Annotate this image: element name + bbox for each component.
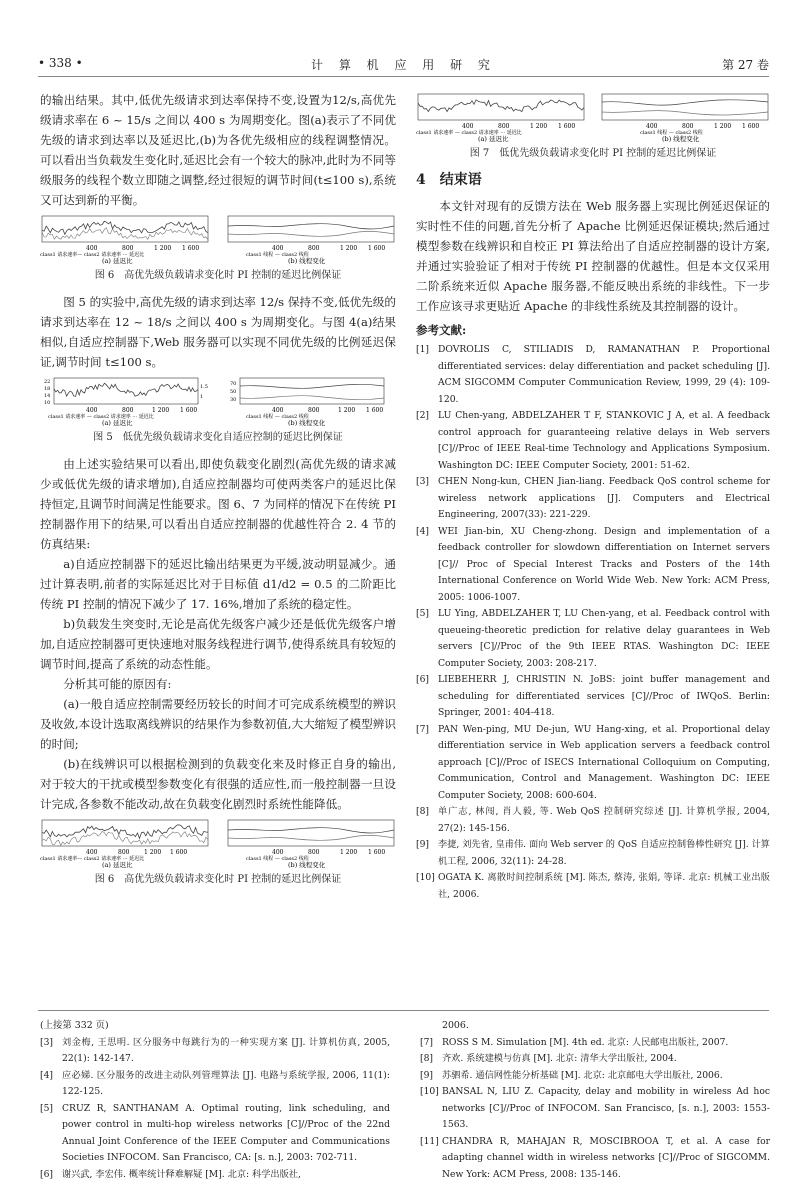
legend: class1 请求速率 — class2 请求速率 ··· 延迟比 (416, 130, 522, 136)
reference-number: [5] (40, 1102, 54, 1114)
tick-label: 1 600 (170, 849, 188, 856)
legend: class1 线程 — class2 线程 (640, 130, 703, 136)
figure-caption: 图 5 低优先级负载请求变化自适应控制的延迟比例保证 (93, 432, 343, 443)
paragraph: 分析其可能的原因有: (63, 677, 172, 691)
tick-label: 800 (498, 123, 510, 130)
footer-ref-list (40, 1035, 390, 1184)
class1-thread-line (602, 100, 768, 105)
tick-label: 1 600 (558, 123, 576, 130)
reference-item (40, 1035, 390, 1068)
class1-rate-line (54, 383, 198, 396)
y-tick: 50 (230, 389, 237, 395)
reference-item (416, 804, 770, 837)
reference-item (416, 342, 770, 408)
tick-label: 1 600 (182, 245, 200, 252)
legend: class1 线程 — class2 线程 (246, 414, 309, 420)
reference-number: [6] (416, 674, 430, 685)
figure-caption: 图 6 高优先级负载请求变化时 PI 控制的延迟比例保证 (94, 270, 342, 281)
legend: class1 请求速率— class2 请求速率 ··· 延迟比 (40, 856, 145, 862)
reference-text: OGATA K. 离散时间控制系统 [M]. 陈杰, 蔡涛, 张娟, 等译. 北京: 机械工业出版社, 2006. (438, 872, 770, 900)
reference-number: [7] (420, 1036, 434, 1048)
reference-text: BANSAL N, LIU Z. Capacity, delay and mobility in wireless Ad hoc networks [C]//Proc of INFOCOM. San Francisco, [s. n.], 2003: 1553-1563. (442, 1086, 770, 1130)
reference-item (416, 474, 770, 524)
legend: class1 请求速率— class2 请求速率 ··· 延迟比 (40, 252, 145, 258)
y-tick: 1 (200, 394, 204, 400)
reference-number: [10] (416, 872, 435, 883)
class2-thread-line (602, 111, 768, 115)
reference-item (416, 408, 770, 474)
tick-label: 1 200 (144, 849, 162, 856)
figure-5 (40, 376, 396, 426)
reference-item (416, 722, 770, 805)
tick-label: 400 (272, 849, 284, 856)
reference-text: CHANDRA R, MAHAJAN R, MOSCIBROOA T, et al. A case for adapting channel width in wireless networks [C]//Proc of SIGCOMM. New York: ACM Press, 2008: 135-146. (442, 1135, 770, 1180)
reference-item (416, 672, 770, 722)
fig7-thread-chart (600, 92, 770, 142)
reference-number: [1] (416, 344, 430, 355)
journal-title: 计 算 机 应 用 研 究 (311, 58, 496, 72)
reference-text: 应必娣. 区分服务的改进主动队列管理算法 [J]. 电路与系统学报, 2006, 11(1): 122-125. (62, 1069, 390, 1097)
footer-ref-list (420, 1035, 770, 1184)
legend: class1 线程 — class2 线程 (246, 252, 309, 258)
tick-label: 1 600 (368, 245, 386, 252)
reference-text: DOVROLIS C, STILIADIS D, RAMANATHAN P. Proportional differentiated services: delay differentiation and packet scheduling [J]. ACM SIGCOMM Computer Communication Review, 1999, 29 (4): 109-120. (438, 344, 770, 405)
tick-label: 800 (682, 123, 694, 130)
reference-text: LU Ying, ABDELZAHER T, LU Chen-yang, et al. Feedback control with queueing-theoretic prediction for relative delay guarantees in Web servers [C]//Proc of the 9th IEEE RTAS. Washington DC: IEEE Computer Society, 2003: 208-217. (438, 608, 770, 669)
reference-number: [9] (416, 839, 430, 850)
class2-rate-line (42, 831, 208, 845)
reference-item (420, 1051, 770, 1068)
paragraph: a)自适应控制器下的延迟比输出结果更为平缓,波动明显减少。通过计算表明,前者的实际延迟比对于目标值 d1/d2 = 0.5 的二阶距比传统 PI 控制的情况下减少了 17. 16%,增加了系统的稳定性。 (40, 557, 396, 611)
figure-7 (416, 92, 770, 142)
tick-label: 1 200 (340, 849, 358, 856)
volume-label: 第 27 卷 (722, 58, 769, 72)
legend: class1 请求速率 — class2 请求速率 ··· 延迟比 (48, 414, 154, 420)
tick-label: 400 (86, 407, 98, 414)
reference-item (416, 606, 770, 672)
section-heading: 4 结束语 (416, 172, 482, 188)
paragraph: 本文针对现有的反馈方法在 Web 服务器上实现比例延迟保证的实时性不佳的问题,首先分析了 Apache 比例延迟保证模块;然后通过模型参数在线辨识和自校正 PI 算法给出了自适应控制器的设计方案,并通过实验验证了相对于传统 PI 控制器的优越性。但是本文仅采用二阶系统来近似 Apache 服务器,不能反映出系统的非线性。下一步工作应该寻求更贴近 Apache 的非线性系统及其控制器的设计。 (416, 199, 770, 313)
tick-label: 800 (122, 407, 134, 414)
tick-label: 800 (308, 407, 320, 414)
tick-label: 400 (646, 123, 658, 130)
fig6b-thread-chart (226, 818, 396, 868)
references-title: 参考文献: (416, 323, 467, 337)
tick-label: 1 600 (366, 407, 384, 414)
reference-item (40, 1167, 390, 1184)
tick-label: 400 (86, 849, 98, 856)
tick-label: 800 (308, 245, 320, 252)
tick-label: 1 600 (368, 849, 386, 856)
y-tick: 22 (44, 379, 51, 385)
reference-text: 齐欢. 系统建模与仿真 [M]. 北京: 清华大学出版社, 2004. (442, 1053, 677, 1064)
reference-number: [3] (416, 476, 430, 487)
reference-number: [8] (416, 806, 430, 817)
reference-item (420, 1134, 770, 1184)
reference-item (40, 1101, 390, 1167)
footer-divider (38, 1010, 769, 1011)
tick-label: 1 200 (714, 123, 732, 130)
class1-thread-line (228, 828, 394, 833)
reference-item (416, 837, 770, 870)
tick-label: 400 (462, 123, 474, 130)
reference-item (416, 524, 770, 607)
reference-text: 李捷, 刘先省, 皇甫伟. 面向 Web server 的 QoS 自适应控制鲁棒性研究 [J]. 计算机工程, 2006, 32(11): 24-28. (438, 839, 770, 867)
tick-label: 1 200 (152, 407, 170, 414)
tick-label: 400 (272, 407, 284, 414)
reference-number: [6] (40, 1168, 54, 1180)
paragraph: b)负载发生突变时,无论是高优先级客户减少还是低优先级客户增加,自适应控制器可更快速地对服务线程进行调节,使得系统具有较短的调节时间,提高了系统的动态性能。 (40, 617, 396, 671)
subfig-label: (b) 线程变化 (288, 419, 326, 426)
reference-number: [10] (420, 1086, 439, 1097)
tick-label: 1 200 (340, 245, 358, 252)
tick-label: 1 600 (180, 407, 198, 414)
fig6-thread-chart (226, 214, 396, 264)
figure-caption: 图 7 低优先级负载请求变化时 PI 控制的延迟比例保证 (469, 148, 717, 159)
continued-references-left (40, 1018, 390, 1183)
figure-caption: 图 6 高优先级负载请求变化时 PI 控制的延迟比例保证 (94, 874, 342, 885)
tick-label: 1 600 (742, 123, 760, 130)
reference-item (420, 1084, 770, 1134)
fig6b-delay-chart (40, 818, 210, 868)
figure-6-bottom (40, 818, 396, 868)
reference-item (420, 1035, 770, 1052)
reference-item (40, 1068, 390, 1101)
reference-text: 谢兴武, 李宏伟. 概率统计释难解疑 [M]. 北京: 科学出版社, (62, 1168, 301, 1180)
tick-label: 800 (308, 849, 320, 856)
reference-number: [11] (420, 1135, 439, 1147)
subfig-label: (b) 线程变化 (288, 257, 326, 264)
subfig-label: (a) 延迟比 (102, 419, 133, 426)
fig6-delay-chart (40, 214, 210, 264)
class2-thread-line (240, 396, 384, 400)
reference-text: CHEN Nong-kun, CHEN Jian-liang. Feedback QoS control scheme for wireless network applications [J]. Computers and Electrical Engineering, 2007(33): 221-229. (438, 476, 770, 520)
left-column (40, 90, 396, 896)
y-tick: 10 (44, 400, 51, 406)
tick-label: 800 (118, 849, 130, 856)
reference-item (420, 1068, 770, 1085)
reference-text: 苏驷希. 通信网性能分析基础 [M]. 北京: 北京邮电大学出版社, 2006. (442, 1069, 723, 1081)
page-header (38, 56, 769, 77)
tick-label: 1 200 (530, 123, 548, 130)
subfig-label: (b) 线程变化 (288, 861, 326, 868)
class1-thread-line (228, 224, 394, 229)
figure-6-top (40, 214, 396, 264)
reference-text: 单广志, 林闯, 肖人毅, 等. Web QoS 控制研究综述 [J]. 计算机学报, 2004, 27(2): 145-156. (438, 806, 770, 834)
reference-text: CRUZ R, SANTHANAM A. Optimal routing, link scheduling, and power control in multi-hop wireless networks [C]//Proc of the 22nd Annual Joint Conference of the IEEE Computer and Communications Societies INFOCOM. San Francisco, CA: [s. n.], 2003: 702-711. (62, 1102, 390, 1163)
y-tick: 18 (44, 386, 51, 392)
tick-label: 400 (86, 245, 98, 252)
tick-label: 1 200 (338, 407, 356, 414)
fig5-delay-chart (40, 376, 210, 426)
tick-label: 400 (272, 245, 284, 252)
subfig-label: (a) 延迟比 (102, 257, 133, 264)
continued-references-right (420, 1018, 770, 1183)
tick-label: 1 200 (154, 245, 172, 252)
fig5-thread-chart (226, 376, 396, 426)
reference-text: WEI Jian-bin, XU Cheng-zhong. Design and implementation of a feedback controller for slowdown differentiation on Internet servers [C]// Proc of Special Interest Tracks and Posters of the 14th International Conference on World Wide Web. New York: ACM Press, 2005: 1006-1007. (438, 525, 770, 603)
reference-number: [9] (420, 1069, 434, 1081)
reference-text: LIEBEHERR J, CHRISTIN N. JoBS: joint buffer management and scheduling for differentiated services [C]//Proc of IWQoS. Berlin: Springer, 2001: 404-418. (438, 674, 770, 718)
subfig-label: (a) 延迟比 (102, 861, 133, 868)
reference-text: ROSS S M. Simulation [M]. 4th ed. 北京: 人民邮电出版社, 2007. (442, 1036, 729, 1048)
reference-text: 刘金梅, 王思明. 区分服务中每跳行为的一种实现方案 [J]. 计算机仿真, 2005, 22(1): 142-147. (62, 1036, 390, 1064)
paragraph: 由上述实验结果可以看出,即使负载变化剧烈(高优先级的请求减少或低优先级的请求增加),自适应控制器均可使两类客户的延迟比保持恒定,且调节时间满足性能要求。图 6、7 为同样的情况下在传统 PI 控制器作用下的结果,可以看出自适应控制器的优越性符合 2. 4 节的仿真结果: (40, 457, 396, 551)
continued-text: 2006. (442, 1020, 469, 1031)
class1-rate-line (418, 100, 584, 112)
reference-number: [2] (416, 410, 430, 421)
class2-rate-line (42, 228, 208, 240)
y-tick: 1.5 (200, 384, 208, 390)
reference-item (416, 870, 770, 903)
reference-text: PAN Wen-ping, MU De-jun, WU Hang-xing, et al. Proportional delay differentiation service in Web application servers a feedback control approach [C]//Proc of ISECS International Colloquium on Computing, Communication, Control and Management. Washington DC: IEEE Computer Society, 2008: 600-604. (438, 723, 770, 801)
paragraph: 的输出结果。其中,低优先级请求到达率保持不变,设置为12/s,高优先级请求率在 6 ~ 15/s 之间以 400 s 为周期变化。图(a)表示了不同优先级的请求到达率以及延迟比,(b)为各优先级相应的线程调整情况。可以看出当负载发生变化时,延迟比会有一个较大的脉冲,此时为不同等级服务的线程个数立即随之调整,经过很短的调节时间(t≤100 s),系统又可达到新的平衡。 (40, 93, 396, 207)
reference-number: [4] (416, 525, 430, 537)
class1-thread-line (240, 384, 384, 388)
paragraph: (a)一般自适应控制需要经历较长的时间才可完成系统模型的辨识及收敛,本设计选取离线辨识的结果作为参数初值,大大缩短了模型辨识的时间; (40, 697, 396, 751)
paragraph: (b)在线辨识可以根据检测到的负载变化来及时修正自身的输出,对于较大的干扰或模型参数变化有很强的适应性,而一般控制器一旦设计完成,各参数不能改动,故在负载变化剧烈时系统性能降低。 (40, 757, 396, 811)
references-list (416, 342, 770, 903)
class2-thread-line (228, 231, 394, 236)
reference-number: [8] (420, 1053, 434, 1064)
fig7-delay-chart (416, 92, 586, 142)
class1-rate-line (42, 825, 208, 839)
tick-label: 800 (122, 245, 134, 252)
y-tick: 70 (230, 381, 237, 387)
reference-text: LU Chen-yang, ABDELZAHER T F, STANKOVIC J A, et al. A feedback control approach for guaranteeing relative delays in Web servers [C]//Proc of IEEE Real-time Technology and Applications Symposium. Washington DC: IEEE Computer Society, 2001: 51-62. (438, 410, 770, 471)
right-column (416, 88, 770, 903)
class2-thread-line (228, 835, 394, 840)
paragraph: 图 5 的实验中,高优先级的请求到达率 12/s 保持不变,低优先级的请求到达率在 12 ~ 18/s 之间以 400 s 为周期变化。与图 4(a)结果相似,自适应控制器下,Web 服务器可以实现不同优先级的比例延迟保证,调节时间 t≤100 s。 (40, 295, 396, 369)
reference-number: [4] (40, 1069, 54, 1081)
legend: class1 线程 — class2 线程 (246, 856, 309, 862)
reference-number: [7] (416, 723, 430, 735)
reference-number: [3] (40, 1036, 54, 1048)
y-tick: 30 (230, 397, 237, 403)
y-tick: 14 (44, 393, 51, 399)
continued-note: (上接第 332 页) (40, 1020, 109, 1031)
subfig-label: (a) 延迟比 (478, 135, 509, 142)
reference-number: [5] (416, 608, 430, 619)
page-number: • 338 • (38, 56, 83, 70)
subfig-label: (b) 线程变化 (662, 135, 700, 142)
